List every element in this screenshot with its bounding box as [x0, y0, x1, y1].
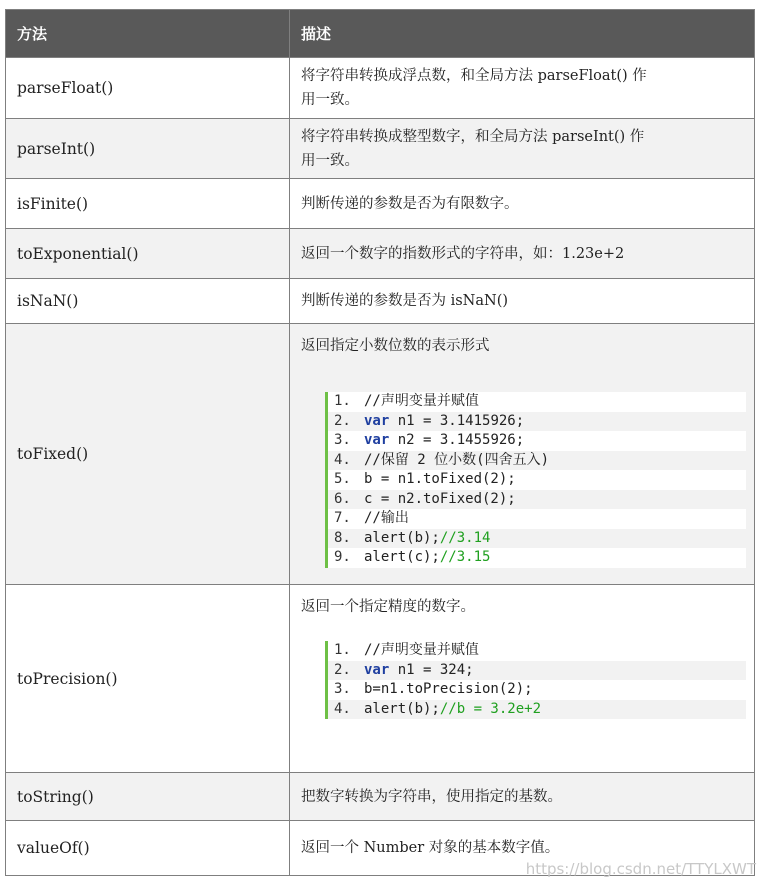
line-number: 7. [334, 510, 351, 526]
code-line [328, 470, 746, 490]
table-header-row [6, 10, 755, 58]
desc-text: 返回指定小数位数的表示形式 [301, 338, 490, 354]
code-comment: //声明变量并赋值 [364, 642, 479, 658]
code-text: b = n1.toFixed(2); [364, 471, 516, 487]
code-line [328, 661, 746, 681]
method-name: toPrecision() [6, 585, 290, 773]
method-name: parseInt() [6, 119, 290, 179]
line-number: 3. [334, 681, 351, 697]
code-comment: //保留 2 位小数(四舍五入) [364, 451, 550, 468]
line-number: 6. [334, 490, 351, 507]
code-line [328, 451, 746, 471]
desc-line: 将字符串转换成整型数字，和全局方法 parseInt() 作 [301, 128, 645, 145]
table-row [6, 279, 755, 324]
header-method: 方法 [6, 10, 290, 58]
line-number: 5. [334, 471, 351, 487]
code-keyword: var [364, 661, 390, 678]
code-comment: //b = 3.2e+2 [439, 700, 542, 717]
methods-table [5, 9, 755, 876]
table-row [6, 773, 755, 821]
line-number: 8. [334, 529, 351, 546]
line-number: 1. [334, 642, 351, 658]
method-desc [290, 119, 755, 179]
code-text: c = n2.toFixed(2); [364, 490, 516, 507]
line-number: 3. [334, 432, 351, 448]
method-desc: 返回一个 Number 对象的基本数字值。 [290, 821, 755, 876]
method-desc [290, 58, 755, 119]
code-line [328, 548, 746, 568]
method-desc [290, 324, 755, 585]
desc-line: 将字符串转换成浮点数，和全局方法 parseFloat() 作 [301, 68, 647, 84]
code-comment: //输出 [364, 510, 409, 526]
code-text: n2 = 3.1455926; [389, 432, 525, 448]
code-line [328, 641, 746, 661]
method-desc [290, 585, 755, 773]
code-comment: //3.14 [439, 529, 491, 546]
code-text: n1 = 324; [389, 661, 474, 678]
header-desc: 描述 [290, 10, 755, 58]
watermark: https://blog.csdn.net/TTYLXWT [525, 860, 756, 878]
line-number: 2. [334, 661, 351, 678]
line-number: 2. [334, 412, 351, 429]
code-line [328, 431, 746, 451]
line-number: 4. [334, 451, 351, 468]
method-name: valueOf() [6, 821, 290, 876]
method-name: toExponential() [6, 229, 290, 279]
table-row [6, 179, 755, 229]
method-name: toFixed() [6, 324, 290, 585]
code-comment: //声明变量并赋值 [364, 393, 479, 409]
method-desc: 判断传递的参数是否为有限数字。 [290, 179, 755, 229]
code-text: n1 = 3.1415926; [389, 412, 525, 429]
line-number: 9. [334, 549, 351, 565]
code-text: alert(c); [364, 549, 440, 565]
method-desc: 返回一个数字的指数形式的字符串，如：1.23e+2 [290, 229, 755, 279]
code-line [328, 529, 746, 549]
table-row [6, 119, 755, 179]
code-comment: //3.15 [439, 549, 491, 565]
code-text: alert(b); [364, 700, 440, 717]
code-line [328, 680, 746, 700]
line-number: 4. [334, 700, 351, 717]
desc-text: 返回一个指定精度的数字。 [301, 599, 475, 615]
table-row [6, 585, 755, 773]
table-row [6, 324, 755, 585]
method-name: toString() [6, 773, 290, 821]
code-line [328, 509, 746, 529]
method-name: isFinite() [6, 179, 290, 229]
code-text: alert(b); [364, 529, 440, 546]
code-block [325, 641, 746, 719]
desc-line: 用一致。 [301, 92, 359, 108]
code-keyword: var [364, 432, 390, 448]
desc-line: 用一致。 [301, 152, 359, 169]
code-keyword: var [364, 412, 390, 429]
code-block [325, 392, 746, 568]
code-text: b=n1.toPrecision(2); [364, 681, 533, 697]
code-line [328, 392, 746, 412]
code-line [328, 412, 746, 432]
code-line [328, 490, 746, 510]
method-name: isNaN() [6, 279, 290, 324]
table-row [6, 229, 755, 279]
method-desc: 把数字转换为字符串，使用指定的基数。 [290, 773, 755, 821]
table-row [6, 58, 755, 119]
line-number: 1. [334, 393, 351, 409]
code-line [328, 700, 746, 720]
method-desc: 判断传递的参数是否为 isNaN() [290, 279, 755, 324]
method-name: parseFloat() [6, 58, 290, 119]
